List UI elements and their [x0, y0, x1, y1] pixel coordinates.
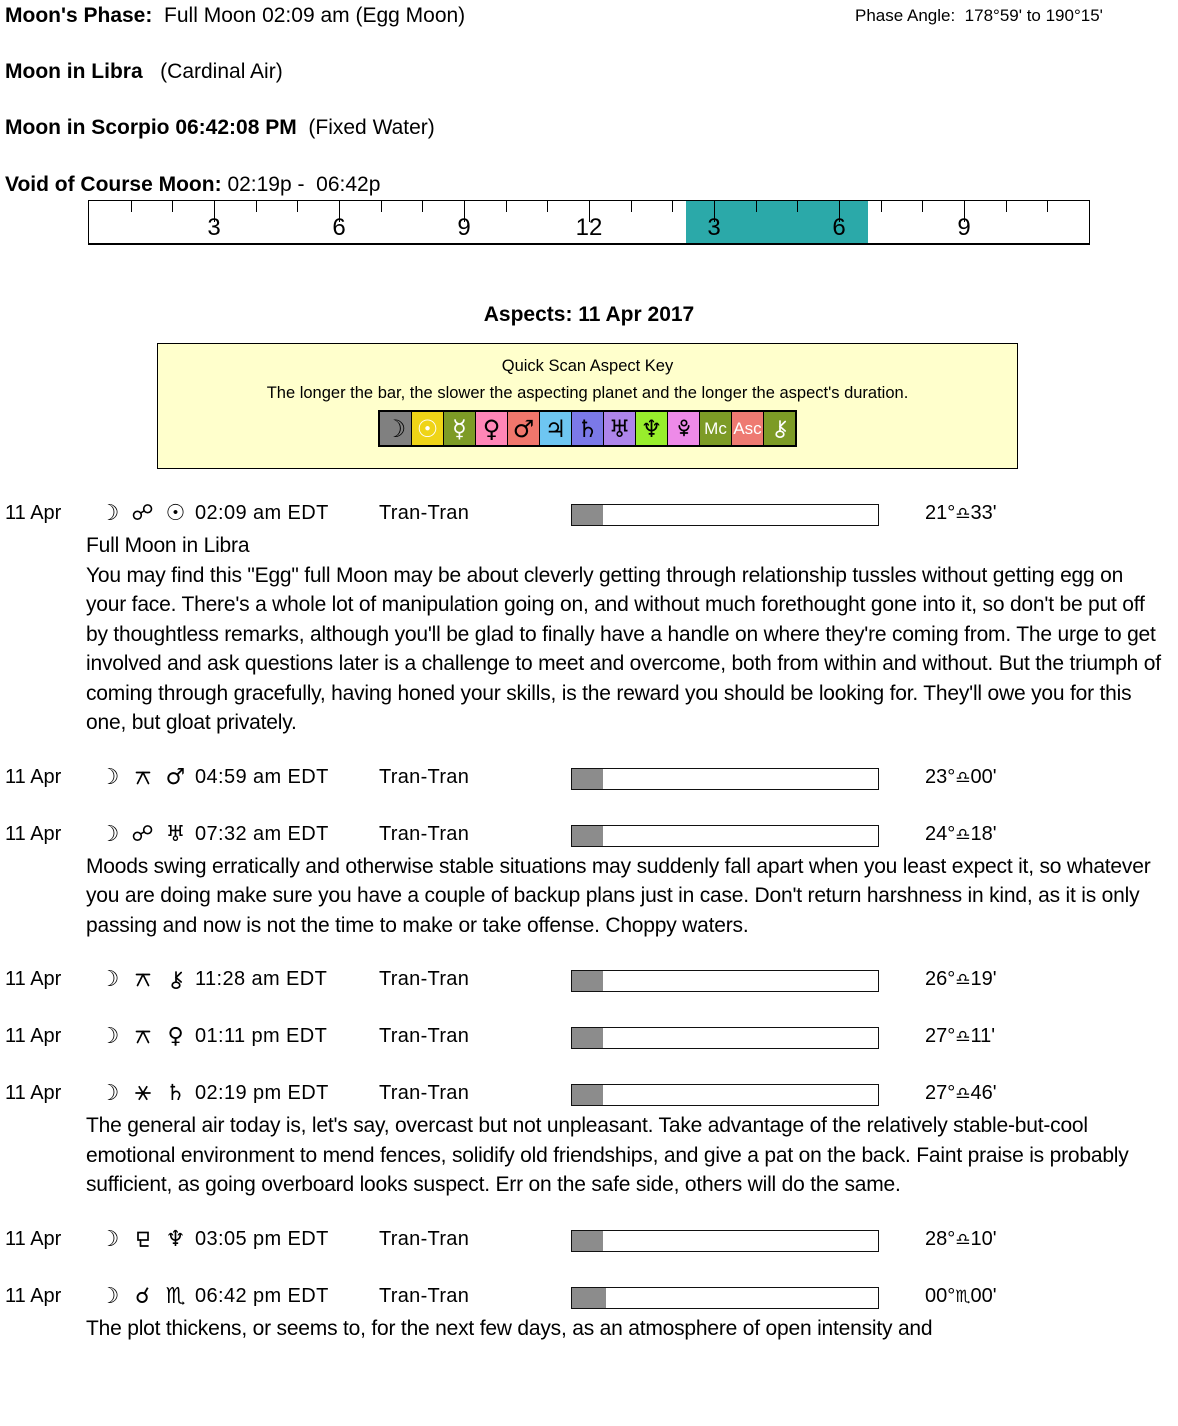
ruler-hour-label: 9	[957, 214, 971, 241]
libra-sign-icon: ♎	[955, 1084, 971, 1104]
sextile-icon	[133, 1083, 153, 1104]
moon-icon: ☽	[99, 1081, 120, 1106]
aspect-date: 11 Apr	[5, 765, 62, 788]
aspect-time: 01:11 pm EDT	[195, 1025, 328, 1047]
key-cell-pluto	[668, 412, 700, 445]
aspect-date: 11 Apr	[5, 968, 62, 990]
opposition-slot	[126, 821, 159, 847]
libra-sign-icon: ♎	[955, 970, 971, 990]
aspect-row	[5, 822, 1173, 852]
mercury-icon: ☿	[452, 414, 467, 443]
phase-angle	[855, 6, 1103, 26]
key-cell-moon	[380, 412, 412, 445]
duration-bar-fill	[572, 1028, 603, 1048]
phase-angle-label: Phase Angle:	[855, 6, 956, 25]
moon-slot	[93, 821, 126, 847]
key-cell-venus	[476, 412, 508, 445]
moon-ingress-value: (Fixed Water)	[308, 116, 435, 139]
aspect-glyphs	[93, 821, 192, 847]
aspect-block	[5, 501, 1173, 738]
aspect-row	[5, 1081, 1173, 1111]
ruler-hour-label: 6	[332, 214, 346, 241]
saturn-icon: ♄	[576, 414, 599, 443]
void-of-course-label: Void of Course Moon:	[5, 173, 222, 196]
ruler-tick	[881, 201, 882, 212]
aspect-row	[5, 1024, 1173, 1054]
aspect-date: 11 Apr	[5, 502, 62, 524]
chiron-icon	[770, 418, 790, 439]
libra-sign-icon: ♎	[955, 824, 971, 845]
sesquiquadrate-icon	[133, 1229, 153, 1250]
mars-icon: ♂	[512, 414, 535, 443]
mc-label: Mc	[704, 418, 727, 438]
ruler-hour-label: 3	[207, 214, 221, 241]
ruler-tick	[547, 201, 548, 212]
venus-icon: ♀	[482, 414, 501, 443]
aspect-type: Tran-Tran	[379, 1284, 470, 1307]
moon-slot	[93, 966, 126, 992]
sun-icon: ☉	[416, 414, 439, 443]
aspect-time: 07:32 am EDT	[195, 822, 329, 845]
duration-bar	[571, 1287, 879, 1309]
aspect-block	[5, 1284, 1173, 1344]
moon-ingress-label: Moon in Scorpio 06:42:08 PM	[5, 116, 297, 139]
sesquiquadrate-slot	[126, 1226, 159, 1252]
aspect-type: Tran-Tran	[379, 968, 470, 990]
sextile-slot	[126, 1080, 159, 1106]
aspect-type: Tran-Tran	[379, 1082, 470, 1104]
aspect-glyphs	[93, 1283, 192, 1309]
ruler-tick	[422, 201, 423, 212]
moon-slot	[93, 1023, 126, 1049]
duration-bar	[571, 825, 879, 847]
mars-slot	[159, 764, 192, 790]
aspect-type: Tran-Tran	[379, 765, 470, 788]
ruler-tick	[631, 201, 632, 212]
key-title: Quick Scan Aspect Key	[501, 357, 674, 375]
aspect-block	[5, 822, 1173, 941]
duration-bar	[571, 1084, 879, 1106]
conjunction-icon: ☌	[135, 1283, 150, 1309]
key-cell-asc	[732, 412, 764, 445]
aspect-row	[5, 501, 1173, 531]
aspect-block	[5, 765, 1173, 795]
neptune-slot	[159, 1226, 192, 1252]
aspect-degree: 00°♏00'	[925, 1284, 997, 1307]
moon-sign-value: (Cardinal Air)	[160, 60, 283, 83]
moon-icon: ☽	[99, 1024, 120, 1049]
aspect-type: Tran-Tran	[379, 502, 470, 524]
aspect-date: 11 Apr	[5, 1082, 62, 1104]
aspect-glyphs	[93, 1023, 192, 1049]
moon-sign-line	[5, 60, 283, 84]
venus-icon: ♀	[167, 1024, 184, 1049]
conjunction-slot	[126, 1283, 159, 1309]
moon-icon: ☽	[99, 1283, 120, 1309]
jupiter-icon: ♃	[544, 414, 567, 443]
quincunx-slot	[126, 966, 159, 992]
key-strip	[378, 410, 797, 447]
aspect-time: 04:59 am EDT	[195, 765, 329, 788]
duration-bar	[571, 768, 879, 790]
quincunx-slot	[126, 1023, 159, 1049]
ruler-tick	[172, 201, 173, 212]
duration-bar	[571, 504, 879, 526]
aspect-block	[5, 967, 1173, 997]
aspect-glyphs	[93, 1080, 192, 1106]
void-ruler	[88, 200, 1090, 245]
duration-bar	[571, 970, 879, 992]
ruler-tick	[756, 201, 757, 212]
quincunx-slot	[126, 764, 159, 790]
ruler-hour-label: 3	[707, 214, 721, 241]
moon-slot	[93, 764, 126, 790]
duration-bar-fill	[572, 1231, 603, 1251]
void-of-course-line	[5, 173, 380, 197]
saturn-icon: ♄	[165, 1081, 186, 1106]
moon-slot	[93, 1226, 126, 1252]
moon-icon: ☽	[99, 967, 120, 992]
ruler-tick	[297, 201, 298, 212]
key-cell-chiron	[764, 412, 795, 445]
aspect-degree: 27°♎11'	[925, 1025, 996, 1047]
aspect-degree: 28°♎10'	[925, 1227, 997, 1250]
sun-slot	[159, 500, 192, 526]
moon-icon: ☽	[99, 821, 120, 847]
ruler-tick	[381, 201, 382, 212]
uranus-slot	[159, 821, 192, 847]
neptune-icon: ♆	[640, 414, 663, 443]
neptune-icon: ♆	[165, 1226, 186, 1252]
aspects-list	[5, 501, 1173, 1370]
moon-slot	[93, 1080, 126, 1106]
aspect-time: 03:05 pm EDT	[195, 1227, 329, 1250]
scorpio-icon: ♏	[165, 1283, 186, 1309]
moon-icon: ☽	[99, 764, 120, 790]
aspect-type: Tran-Tran	[379, 1025, 470, 1047]
quincunx-icon	[133, 767, 153, 788]
aspect-date: 11 Apr	[5, 822, 62, 845]
key-cell-jupiter	[540, 412, 572, 445]
scorpio-slot	[159, 1283, 192, 1309]
opposition-icon: ☍	[131, 501, 154, 526]
mars-icon: ♂	[165, 764, 186, 790]
asc-label: Asc	[733, 418, 762, 438]
ruler-hour-label: 9	[457, 214, 471, 241]
moon-slot	[93, 500, 126, 526]
moon-icon: ☽	[99, 501, 120, 526]
aspect-degree: 23°♎00'	[925, 765, 997, 788]
key-cell-mc	[700, 412, 732, 445]
ruler-tick	[1006, 201, 1007, 212]
aspect-date: 11 Apr	[5, 1025, 62, 1047]
ruler-hour-label: 12	[575, 214, 603, 241]
key-cell-saturn	[572, 412, 604, 445]
phase-angle-value: 178°59' to 190°15'	[964, 6, 1103, 25]
aspect-glyphs	[93, 966, 192, 992]
key-cell-sun	[412, 412, 444, 445]
aspect-row	[5, 1227, 1173, 1257]
duration-bar-fill	[572, 826, 603, 846]
aspect-block	[5, 1024, 1173, 1054]
aspect-date: 11 Apr	[5, 1284, 62, 1307]
aspect-glyphs	[93, 1226, 192, 1252]
scorpio-sign-icon: ♏	[955, 1286, 971, 1307]
moons-phase-value: Full Moon 02:09 am (Egg Moon)	[164, 4, 466, 27]
ruler-tick	[131, 201, 132, 212]
ruler-hour-label: 6	[832, 214, 846, 241]
aspect-row	[5, 765, 1173, 795]
venus-slot	[159, 1023, 192, 1049]
opposition-slot	[126, 500, 159, 526]
aspect-description: The plot thickens, or seems to, for the next few days, as an atmosphere of open intensity and	[86, 1316, 933, 1340]
aspect-time: 06:42 pm EDT	[195, 1284, 329, 1307]
duration-bar-fill	[572, 505, 603, 525]
libra-sign-icon: ♎	[955, 767, 971, 788]
void-of-course-value: 02:19p - 06:42p	[227, 173, 381, 196]
aspect-type: Tran-Tran	[379, 822, 470, 845]
opposition-icon: ☍	[131, 821, 154, 847]
aspect-time: 02:09 am EDT	[195, 502, 329, 524]
sun-icon: ☉	[165, 501, 186, 526]
ruler-tick	[256, 201, 257, 212]
key-cell-mercury	[444, 412, 476, 445]
key-cell-mars	[508, 412, 540, 445]
aspect-description-title: Full Moon in Libra	[86, 534, 250, 557]
aspects-title: Aspects: 11 Apr 2017	[483, 303, 695, 326]
aspect-date: 11 Apr	[5, 1227, 62, 1250]
aspect-degree: 26°♎19'	[925, 968, 997, 990]
duration-bar	[571, 1027, 879, 1049]
aspect-description: Moods swing erratically and otherwise stable situations may suddenly fall apart when you least expect it, so whatever you are doing make sure you have a couple of backup plans just in case. Don't return harshness in kind, as it is only passing and now is not the time to make or take offense. Choppy waters.	[86, 854, 1151, 937]
key-subtitle: The longer the bar, the slower the aspecting planet and the longer the aspect's duration.	[266, 384, 909, 402]
moons-phase-line	[5, 4, 465, 28]
saturn-slot	[159, 1080, 192, 1106]
uranus-icon: ♅	[608, 414, 631, 443]
aspect-degree: 21°♎33'	[925, 502, 997, 524]
chiron-icon	[166, 969, 186, 990]
ruler-tick	[922, 201, 923, 212]
ruler-tick	[672, 201, 673, 212]
aspect-time: 02:19 pm EDT	[195, 1082, 329, 1104]
aspect-block	[5, 1227, 1173, 1257]
quincunx-icon	[133, 1026, 153, 1047]
moon-sign-label: Moon in Libra	[5, 60, 143, 83]
duration-bar-fill	[572, 971, 603, 991]
pluto-icon	[674, 418, 694, 439]
duration-bar	[571, 1230, 879, 1252]
moons-phase-label: Moon's Phase:	[5, 4, 153, 27]
ruler-tick	[506, 201, 507, 212]
chiron-slot	[159, 966, 192, 992]
aspect-degree: 27°♎46'	[925, 1082, 997, 1104]
libra-sign-icon: ♎	[955, 1229, 971, 1250]
aspect-block	[5, 1081, 1173, 1200]
duration-bar-fill	[572, 1085, 603, 1105]
duration-bar-fill	[572, 769, 603, 789]
quick-scan-key-box	[157, 343, 1018, 469]
key-cell-neptune	[636, 412, 668, 445]
aspect-degree: 24°♎18'	[925, 822, 997, 845]
aspect-description: The general air today is, let's say, overcast but not unpleasant. Take advantage of the relatively stable-but-cool emotional environment to mend fences, solidify old friendships, and give a pat on the back. Faint praise is probably sufficient, as going overboard looks suspect. Err on the safe side, others will do the same.	[86, 1114, 1129, 1196]
moon-ingress-line	[5, 116, 435, 140]
aspect-description: You may find this "Egg" full Moon may be about cleverly getting through relationship tussles without getting egg on your face. There's a whole lot of manipulation going on, and without much forethought gone into it, so don't be put off by thoughtless remarks, although you'll be glad to finally have a handle on where they're coming from. The urge to get involved and ask questions later is a challenge to meet and overcome, both from within and without. But the triumph of coming through gracefully, having honed your skills, is the reward you should be looking for. They'll owe you for this one, but gloat privately.	[86, 563, 1161, 734]
libra-sign-icon: ♎	[955, 1027, 971, 1047]
moon-icon: ☽	[99, 1226, 120, 1252]
aspect-time: 11:28 am EDT	[195, 968, 328, 990]
aspect-glyphs	[93, 500, 192, 526]
libra-sign-icon: ♎	[955, 504, 971, 524]
moon-slot	[93, 1283, 126, 1309]
aspect-glyphs	[93, 764, 192, 790]
duration-bar-fill	[572, 1288, 606, 1308]
uranus-icon: ♅	[165, 821, 186, 847]
aspect-row	[5, 1284, 1173, 1314]
ruler-tick	[1047, 201, 1048, 212]
aspect-type: Tran-Tran	[379, 1227, 470, 1250]
key-cell-uranus	[604, 412, 636, 445]
ruler-tick	[797, 201, 798, 212]
moon-icon: ☽	[384, 414, 407, 443]
quincunx-icon	[133, 969, 153, 990]
aspect-row	[5, 967, 1173, 997]
